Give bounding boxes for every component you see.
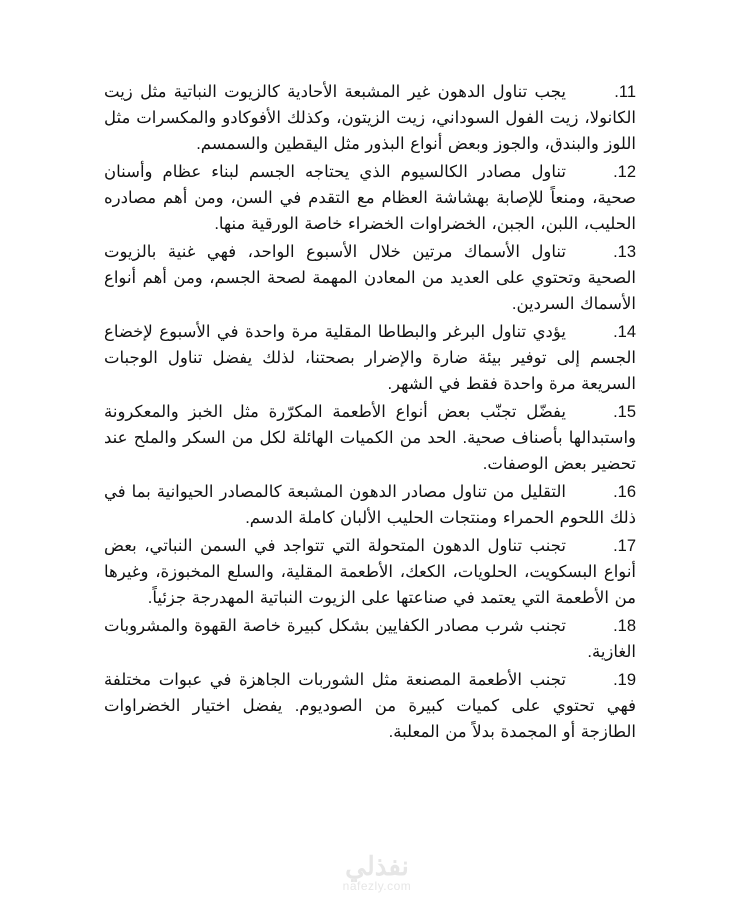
item-text: تجنب شرب مصادر الكفايين بشكل كبيرة خاصة القهوة والمشروبات الغازية.: [104, 617, 636, 661]
item-text: يجب تناول الدهون غير المشبعة الأحادية كالزيوت النباتية مثل زيت الكانولا، زيت الفول السوداني، زيت الزيتون، وكذلك الأفوكادو والمكسرات مثل اللوز والبندق، والجوز وبعض أنواع البذور مثل اليقطين والسمسم.: [104, 83, 636, 153]
item-number: .11: [614, 83, 636, 101]
item-number: .18: [613, 617, 636, 635]
item-text: يؤدي تناول البرغر والبطاطا المقلية مرة واحدة في الأسبوع لإخضاع الجسم إلى توفير بيئة ضارة والإضرار بصحتنا، لذلك يفضل تناول الوجبات السريعة مرة واحدة فقط في الشهر.: [104, 323, 636, 393]
item-number: .12: [613, 163, 636, 181]
list-item: [104, 479, 636, 531]
list-item: [104, 79, 636, 157]
list-item: [104, 533, 636, 611]
item-text: تجنب الأطعمة المصنعة مثل الشوربات الجاهزة في عبوات مختلفة فهي تحتوي على كميات كبيرة من الصوديوم. يفضل اختيار الخضراوات الطازجة أو المجمدة بدلاً من المعلبة.: [104, 671, 636, 741]
item-number: .19: [613, 671, 636, 689]
list-item: [104, 239, 636, 317]
item-number: .15: [613, 403, 636, 421]
list-item: [104, 159, 636, 237]
item-number: .16: [613, 483, 636, 501]
item-text: يفضّل تجنّب بعض أنواع الأطعمة المكرّرة مثل الخبز والمعكرونة واستبدالها بأصناف صحية. الحد من الكميات الهائلة لكل من السكر والملح عند تحضير بعض الوصفات.: [104, 403, 636, 473]
item-number: .14: [613, 323, 636, 341]
watermark-url: nafezly.com: [342, 879, 412, 893]
list-item: [104, 667, 636, 745]
item-text: تناول مصادر الكالسيوم الذي يحتاجه الجسم لبناء عظام وأسنان صحية، ومنعاً للإصابة بهشاشة العظام مع التقدم في السن، ومن أهم مصادره الحليب، اللبن، الجبن، الخضراوات الخضراء خاصة الورقية منها.: [104, 163, 636, 233]
item-number: .13: [613, 243, 636, 261]
list-item: [104, 399, 636, 477]
numbered-list: [104, 79, 636, 747]
item-text: تناول الأسماك مرتين خلال الأسبوع الواحد، فهي غنية بالزيوت الصحية وتحتوي على العديد من المعادن المهمة لصحة الجسم، ومن أهم أنواع الأسماك السردين.: [104, 243, 636, 313]
item-text: التقليل من تناول مصادر الدهون المشبعة كالمصادر الحيوانية بما في ذلك اللحوم الحمراء ومنتجات الحليب الألبان كاملة الدسم.: [104, 483, 636, 527]
list-item: [104, 613, 636, 665]
item-text: تجنب تناول الدهون المتحولة التي تتواجد في السمن النباتي، بعض أنواع البسكويت، الحلويات، الكعك، الأطعمة المقلية، والسلع المخبوزة، وغيرها من الأطعمة التي يعتمد في صناعتها على الزيوت النباتية المهدرجة جزئياً.: [104, 537, 636, 607]
watermark: [322, 852, 432, 892]
list-item: [104, 319, 636, 397]
watermark-logo: نفذلي: [345, 851, 409, 881]
item-number: .17: [613, 537, 636, 555]
